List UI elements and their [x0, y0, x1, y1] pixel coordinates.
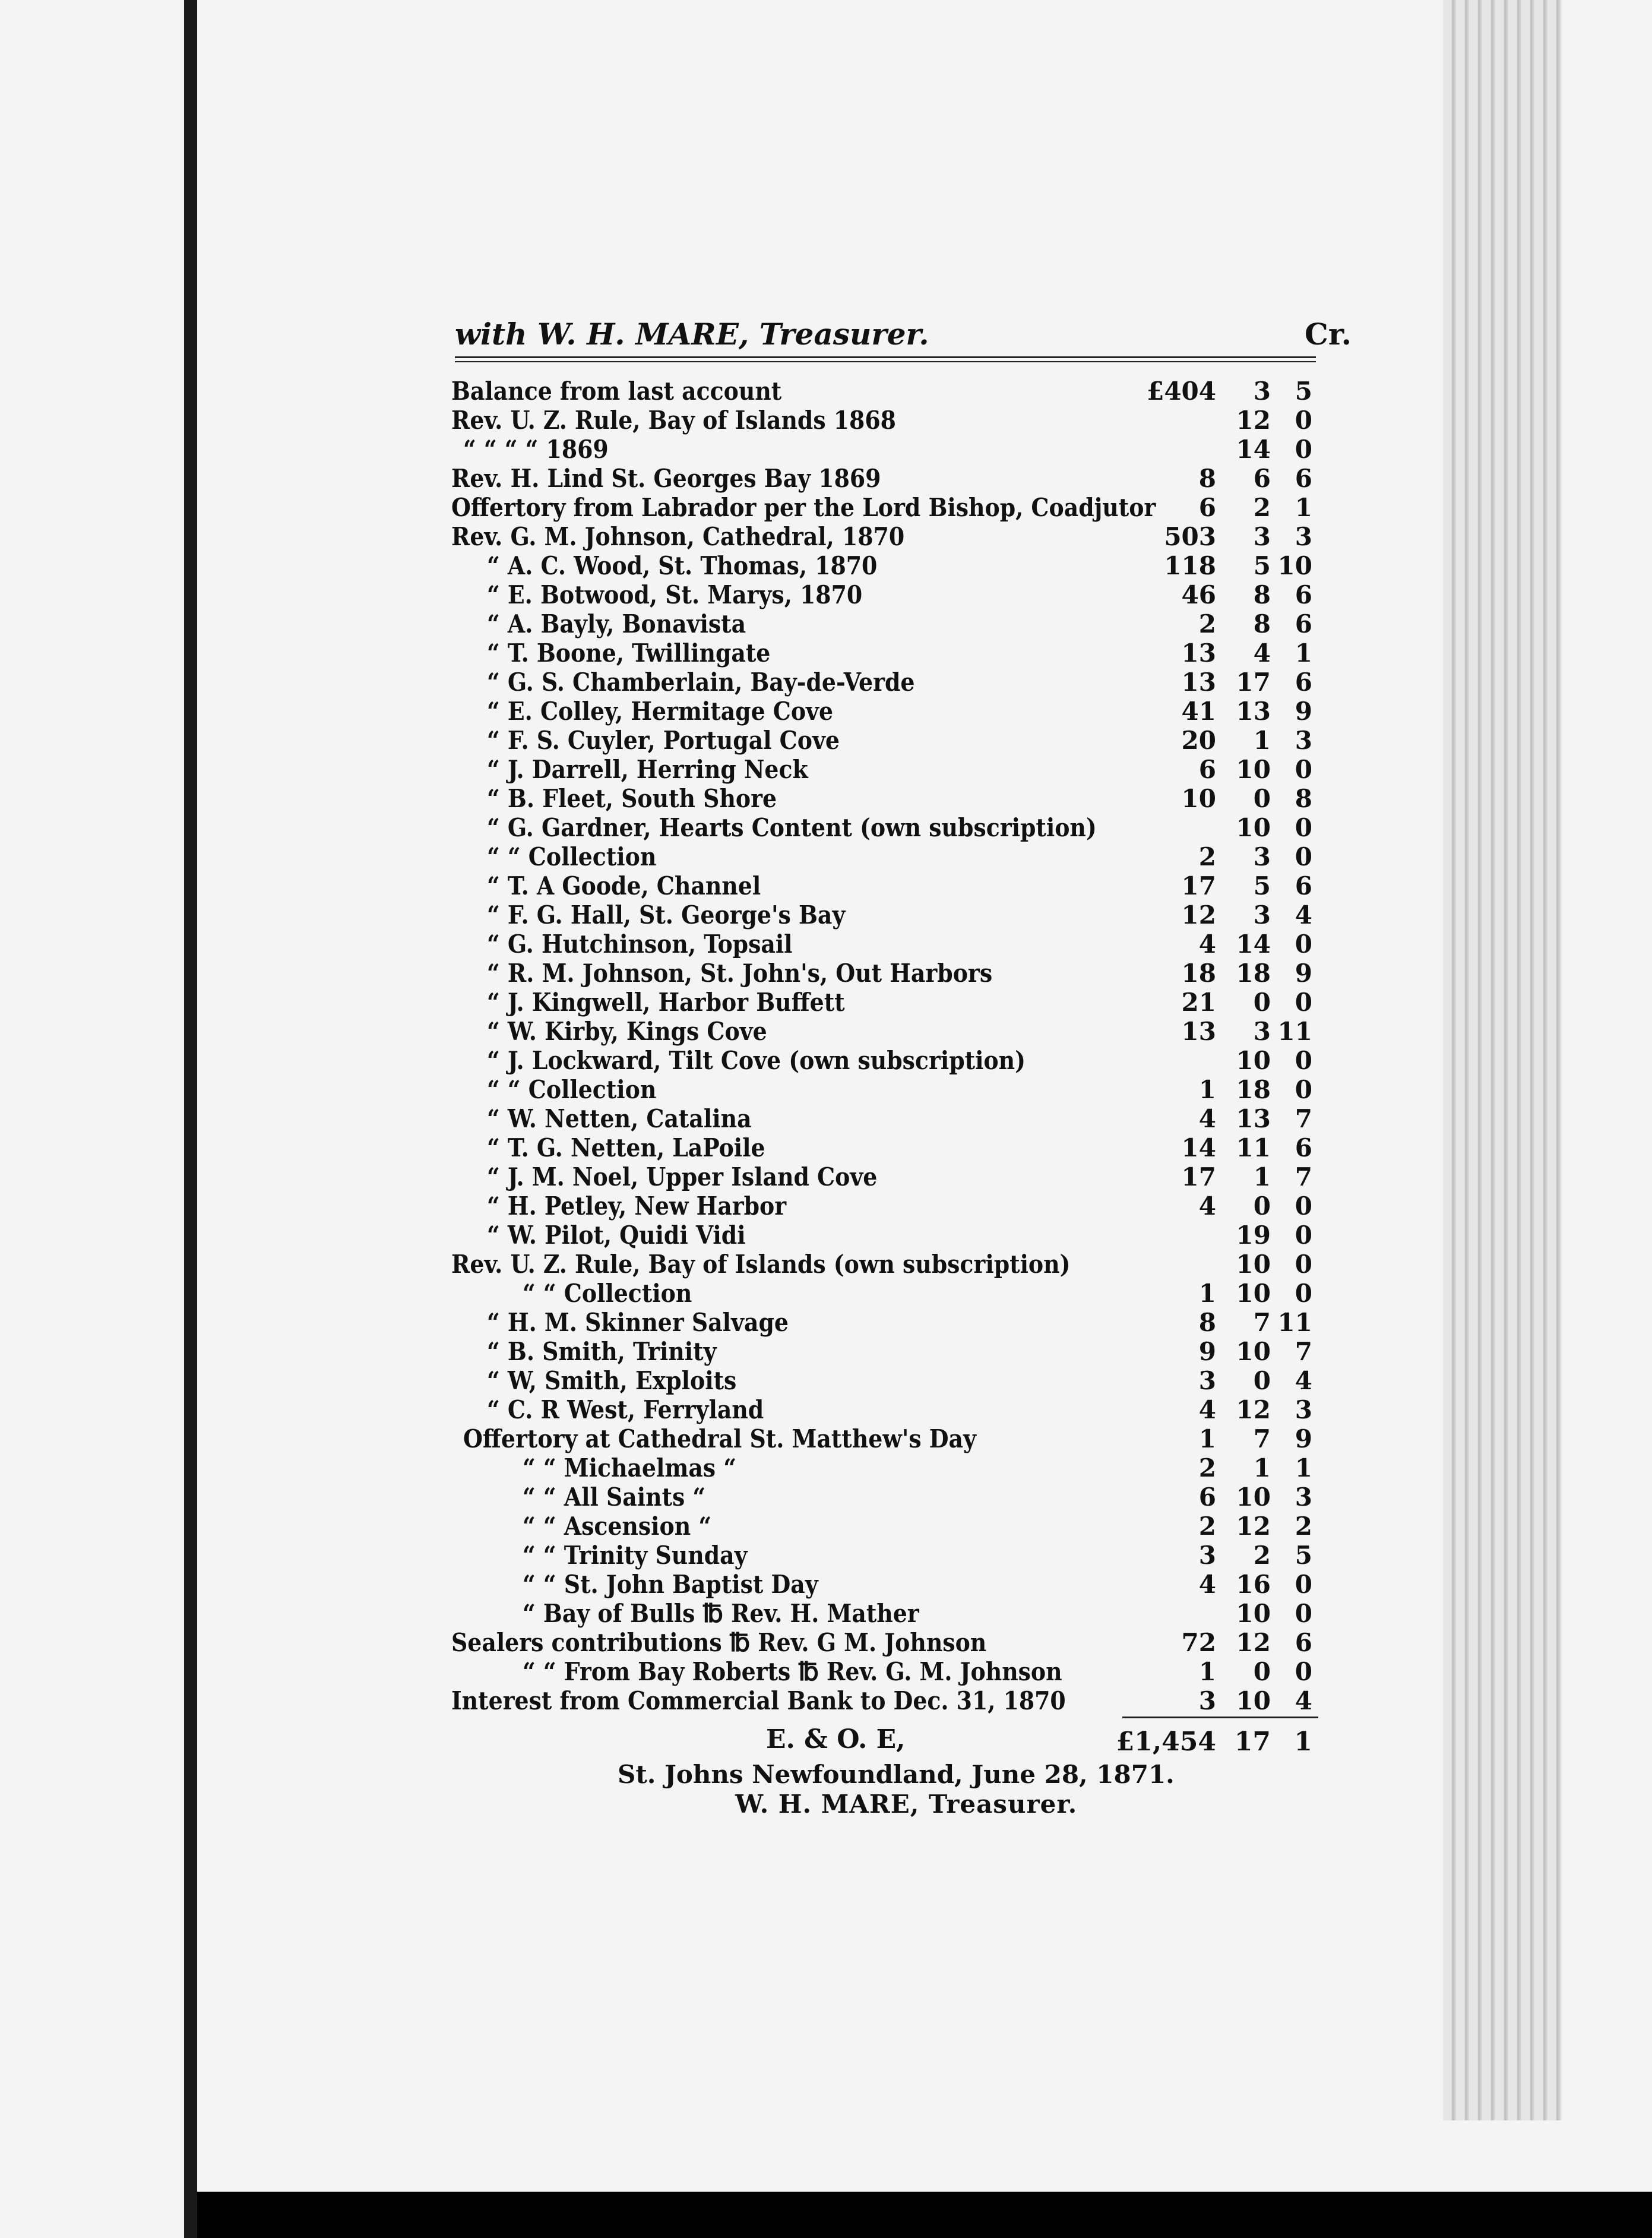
entry-pence: 7: [1295, 1162, 1312, 1191]
account-header: [455, 306, 1352, 359]
ledger-row: [451, 1655, 1312, 1684]
page-stack-edges: [1443, 0, 1562, 2120]
ledger-row: [451, 811, 1312, 840]
entry-shillings: 17: [1236, 668, 1271, 697]
entry-description: “ F. G. Hall, St. George's Bay: [487, 900, 846, 930]
entry-description: “ “ Trinity Sunday: [523, 1541, 748, 1570]
ledger-row: [451, 694, 1312, 726]
entry-pence: 0: [1295, 1657, 1312, 1686]
entry-description: “ J. Darrell, Herring Neck: [487, 755, 808, 784]
entry-shillings: 8: [1253, 580, 1271, 609]
entry-shillings: 1: [1253, 1453, 1271, 1482]
entry-description: “ “ All Saints “: [523, 1482, 706, 1512]
entry-shillings: 0: [1253, 1191, 1271, 1221]
entry-pence: 3: [1295, 1395, 1312, 1424]
entry-pounds: 17: [1181, 871, 1216, 900]
entry-shillings: 12: [1236, 1628, 1271, 1657]
ledger-row: [451, 1102, 1312, 1131]
entry-shillings: 5: [1253, 871, 1271, 900]
entry-pence: 0: [1295, 842, 1312, 871]
entry-pounds: 2: [1198, 842, 1216, 871]
entry-shillings: 0: [1253, 1657, 1271, 1686]
ledger-row: [451, 985, 1312, 1017]
entry-description: Interest from Commercial Bank to Dec. 31, 1870: [451, 1686, 1066, 1715]
entry-pounds: 14: [1181, 1133, 1216, 1162]
entry-description: Offertory at Cathedral St. Matthew's Day: [463, 1424, 976, 1453]
entry-description: “ G. S. Chamberlain, Bay-de-Verde: [487, 668, 915, 697]
credit-mark: Cr.: [1305, 317, 1352, 352]
entry-shillings: 19: [1236, 1221, 1271, 1250]
ledger-row: [451, 665, 1312, 697]
entry-pence: 0: [1295, 1075, 1312, 1104]
entry-pounds: £404: [1147, 377, 1216, 406]
entry-description: “ T. A Goode, Channel: [487, 871, 761, 900]
ledger-row: [451, 1567, 1312, 1597]
ledger-row: [451, 1684, 1312, 1713]
total-row: [451, 1724, 1312, 1755]
entry-description: Balance from last account: [451, 377, 782, 406]
entry-pounds: 10: [1181, 784, 1216, 813]
entry-description: “ H. Petley, New Harbor: [487, 1191, 787, 1221]
entry-pounds: 118: [1164, 551, 1216, 580]
entry-pence: 10: [1277, 551, 1312, 580]
ledger-row: [451, 1451, 1312, 1480]
ledger-row: [451, 1218, 1312, 1250]
entry-shillings: 8: [1253, 609, 1271, 638]
entry-pounds: 4: [1198, 930, 1216, 959]
header-title: with W. H. MARE, Treasurer.: [455, 317, 929, 352]
entry-description: Sealers contributions ℔ Rev. G M. Johnson: [451, 1628, 987, 1657]
entry-pence: 6: [1295, 464, 1312, 493]
entry-pounds: 503: [1164, 522, 1216, 551]
entry-pounds: 41: [1181, 697, 1216, 726]
entry-shillings: 10: [1236, 755, 1271, 784]
entry-pounds: 4: [1198, 1570, 1216, 1599]
ledger-row: [451, 1044, 1312, 1073]
entry-pounds: 1: [1198, 1279, 1216, 1308]
entry-pence: 0: [1295, 1279, 1312, 1308]
entry-pence: 8: [1295, 784, 1312, 813]
ledger-row: [451, 1131, 1312, 1160]
entry-pounds: 4: [1198, 1395, 1216, 1424]
entry-shillings: 1: [1253, 1162, 1271, 1191]
entry-pence: 0: [1295, 406, 1312, 435]
entry-pounds: 6: [1198, 493, 1216, 522]
ledger-row: [451, 374, 1312, 406]
entry-description: “ W. Kirby, Kings Cove: [487, 1017, 767, 1046]
entry-pounds: 20: [1181, 726, 1216, 755]
entry-description: “ J. M. Noel, Upper Island Cove: [487, 1162, 878, 1191]
entry-pounds: 13: [1181, 1017, 1216, 1046]
entry-pounds: 17: [1181, 1162, 1216, 1191]
entry-shillings: 1: [1253, 726, 1271, 755]
entry-description: “ “ Michaelmas “: [523, 1453, 736, 1482]
entry-pence: 0: [1295, 1570, 1312, 1599]
entry-pounds: 1: [1198, 1075, 1216, 1104]
entry-pounds: 4: [1198, 1104, 1216, 1133]
ledger-row: [451, 723, 1312, 753]
ledger-table: [451, 374, 1312, 1713]
entry-description: “ “ Collection: [487, 1075, 657, 1104]
entry-shillings: 12: [1236, 1395, 1271, 1424]
entry-pence: 0: [1295, 755, 1312, 784]
ledger-row: [451, 578, 1312, 607]
entry-pounds: 8: [1198, 1308, 1216, 1337]
entry-description: “ “ From Bay Roberts ℔ Rev. G. M. Johnson: [523, 1657, 1062, 1686]
entry-shillings: 4: [1253, 638, 1271, 668]
ledger-row: [451, 607, 1312, 636]
entry-pence: 7: [1295, 1337, 1312, 1366]
signature: W. H. MARE, Treasurer.: [735, 1790, 1078, 1819]
entry-shillings: 5: [1253, 551, 1271, 580]
entry-description: “ W. Pilot, Quidi Vidi: [487, 1221, 746, 1250]
entry-pence: 0: [1295, 1221, 1312, 1250]
entry-shillings: 16: [1236, 1570, 1271, 1599]
entry-description: “ “ Collection: [523, 1279, 692, 1308]
entry-description: Offertory from Labrador per the Lord Bishop, Coadjutor: [451, 493, 1156, 522]
entry-shillings: 3: [1253, 377, 1271, 406]
entry-pounds: 2: [1198, 609, 1216, 638]
entry-shillings: 10: [1236, 813, 1271, 842]
ledger-row: [451, 1480, 1312, 1512]
entry-description: Rev. U. Z. Rule, Bay of Islands (own subscription): [451, 1250, 1071, 1279]
total-pence: 1: [1294, 1727, 1312, 1757]
entry-pence: 6: [1295, 609, 1312, 638]
entry-pence: 6: [1295, 1628, 1312, 1657]
ledger-row: [451, 636, 1312, 668]
entry-pounds: 1: [1198, 1424, 1216, 1453]
entry-description: “ W. Netten, Catalina: [487, 1104, 752, 1133]
entry-pence: 3: [1295, 1482, 1312, 1512]
entry-description: “ T. G. Netten, LaPoile: [487, 1133, 765, 1162]
entry-description: “ B. Smith, Trinity: [487, 1337, 717, 1366]
ledger-row: [451, 1364, 1312, 1393]
entry-shillings: 10: [1236, 1686, 1271, 1715]
entry-pence: 2: [1295, 1512, 1312, 1541]
entry-shillings: 2: [1253, 1541, 1271, 1570]
entry-shillings: 18: [1236, 1075, 1271, 1104]
header-rule: [455, 356, 1316, 362]
ledger-row: [451, 1597, 1312, 1626]
ledger-row: [451, 869, 1312, 898]
entry-description: “ Bay of Bulls ℔ Rev. H. Mather: [523, 1599, 919, 1628]
ledger-row: [451, 1393, 1312, 1422]
entry-description: “ B. Fleet, South Shore: [487, 784, 777, 813]
entry-pence: 6: [1295, 871, 1312, 900]
entry-pounds: 3: [1198, 1541, 1216, 1570]
entry-description: “ J. Lockward, Tilt Cove (own subscription): [487, 1046, 1026, 1075]
entry-pence: 9: [1295, 697, 1312, 726]
entry-pounds: 1: [1198, 1657, 1216, 1686]
entry-pence: 6: [1295, 1133, 1312, 1162]
total-rule: [1122, 1717, 1318, 1718]
entry-pence: 5: [1295, 377, 1312, 406]
ledger-row: [451, 1509, 1312, 1541]
entry-shillings: 11: [1236, 1133, 1271, 1162]
scan-border: [197, 2192, 1563, 2238]
entry-shillings: 6: [1253, 464, 1271, 493]
entry-description: “ “ Collection: [487, 842, 657, 871]
entry-shillings: 3: [1253, 1017, 1271, 1046]
entry-pounds: 3: [1198, 1686, 1216, 1715]
ledger-row: [451, 753, 1312, 782]
entry-description: Rev. H. Lind St. Georges Bay 1869: [451, 464, 881, 493]
entry-pence: 0: [1295, 813, 1312, 842]
ledger-row: [451, 1160, 1312, 1189]
entry-pounds: 3: [1198, 1366, 1216, 1395]
entry-pounds: 18: [1181, 959, 1216, 988]
entry-shillings: 0: [1253, 988, 1271, 1017]
entry-description: Rev. G. M. Johnson, Cathedral, 1870: [451, 522, 905, 551]
entry-pounds: 46: [1181, 580, 1216, 609]
entry-description: “ A. C. Wood, St. Thomas, 1870: [487, 551, 878, 580]
entry-pence: 11: [1277, 1017, 1312, 1046]
entry-pounds: 13: [1181, 638, 1216, 668]
entry-pence: 0: [1295, 988, 1312, 1017]
entry-pence: 1: [1295, 638, 1312, 668]
entry-pounds: 6: [1198, 755, 1216, 784]
entry-pence: 6: [1295, 668, 1312, 697]
entry-pence: 5: [1295, 1541, 1312, 1570]
entry-pounds: 13: [1181, 668, 1216, 697]
ledger-row: [451, 461, 1312, 491]
entry-pence: 0: [1295, 1250, 1312, 1279]
entry-shillings: 10: [1236, 1250, 1271, 1279]
entry-shillings: 13: [1236, 1104, 1271, 1133]
entry-description: “ F. S. Cuyler, Portugal Cove: [487, 726, 840, 755]
entry-pence: 9: [1295, 1424, 1312, 1453]
place-date: St. Johns Newfoundland, June 28, 1871.: [618, 1760, 1175, 1789]
entry-pence: 0: [1295, 435, 1312, 464]
entry-pounds: 8: [1198, 464, 1216, 493]
entry-shillings: 10: [1236, 1046, 1271, 1075]
entry-shillings: 0: [1253, 1366, 1271, 1395]
entry-pounds: 2: [1198, 1512, 1216, 1541]
entry-shillings: 14: [1236, 930, 1271, 959]
entry-pence: 4: [1295, 1686, 1312, 1715]
entry-description: “ E. Colley, Hermitage Cove: [487, 697, 834, 726]
ledger-row: [451, 1626, 1312, 1655]
entry-description: “ J. Kingwell, Harbor Buffett: [487, 988, 845, 1017]
entry-pence: 0: [1295, 1599, 1312, 1628]
entry-pounds: 4: [1198, 1191, 1216, 1221]
entry-pence: 1: [1295, 493, 1312, 522]
ledger-row: [451, 782, 1312, 811]
entry-shillings: 0: [1253, 784, 1271, 813]
entry-shillings: 2: [1253, 493, 1271, 522]
total-shillings: 17: [1234, 1727, 1271, 1757]
entry-pence: 11: [1277, 1308, 1312, 1337]
entry-description: “ W, Smith, Exploits: [487, 1366, 737, 1395]
entry-pounds: 72: [1181, 1628, 1216, 1657]
entry-shillings: 18: [1236, 959, 1271, 988]
entry-description: “ “ Ascension “: [523, 1512, 712, 1541]
entry-shillings: 10: [1236, 1279, 1271, 1308]
total-pounds: £1,454: [1116, 1727, 1216, 1757]
entry-pence: 6: [1295, 580, 1312, 609]
ledger-row: [451, 1276, 1312, 1306]
entry-shillings: 10: [1236, 1482, 1271, 1512]
entry-description: “ H. M. Skinner Salvage: [487, 1308, 789, 1337]
entry-pence: 0: [1295, 1046, 1312, 1075]
entry-description: “ “ “ “ 1869: [463, 435, 609, 464]
entry-shillings: 12: [1236, 406, 1271, 435]
entry-shillings: 14: [1236, 435, 1271, 464]
entry-pence: 7: [1295, 1104, 1312, 1133]
entry-pence: 0: [1295, 1191, 1312, 1221]
ledger-row: [451, 432, 1312, 464]
entry-pounds: 2: [1198, 1453, 1216, 1482]
book-gutter: [184, 0, 197, 2238]
entry-description: “ G. Gardner, Hearts Content (own subscription): [487, 813, 1097, 842]
entry-description: “ R. M. Johnson, St. John's, Out Harbors: [487, 959, 993, 988]
ledger-row: [451, 1306, 1312, 1335]
ledger-row: [451, 549, 1312, 578]
entry-shillings: 12: [1236, 1512, 1271, 1541]
entry-pence: 3: [1295, 726, 1312, 755]
entry-description: “ C. R West, Ferryland: [487, 1395, 764, 1424]
eoe-label: E. & O. E,: [766, 1724, 906, 1755]
entry-description: “ G. Hutchinson, Topsail: [487, 930, 793, 959]
ledger-row: [451, 403, 1312, 435]
entry-pounds: 21: [1181, 988, 1216, 1017]
ledger-row: [451, 1247, 1312, 1279]
ledger-row: [451, 1073, 1312, 1102]
entry-pence: 0: [1295, 930, 1312, 959]
entry-shillings: 7: [1253, 1308, 1271, 1337]
entry-pence: 1: [1295, 1453, 1312, 1482]
entry-shillings: 3: [1253, 842, 1271, 871]
entry-pence: 4: [1295, 1366, 1312, 1395]
entry-description: Rev. U. Z. Rule, Bay of Islands 1868: [451, 406, 896, 435]
entry-pounds: 12: [1181, 900, 1216, 930]
ledger-row: [451, 1189, 1312, 1221]
ledger-row: [451, 1538, 1312, 1570]
entry-pence: 3: [1295, 522, 1312, 551]
ledger-row: [451, 898, 1312, 930]
entry-description: “ E. Botwood, St. Marys, 1870: [487, 580, 863, 609]
entry-shillings: 3: [1253, 522, 1271, 551]
entry-shillings: 10: [1236, 1599, 1271, 1628]
entry-pence: 4: [1295, 900, 1312, 930]
entry-shillings: 7: [1253, 1424, 1271, 1453]
entry-shillings: 13: [1236, 697, 1271, 726]
ledger-row: [451, 840, 1312, 869]
ledger-row: [451, 927, 1312, 959]
entry-description: “ “ St. John Baptist Day: [523, 1570, 818, 1599]
ledger-row: [451, 1335, 1312, 1364]
entry-shillings: 3: [1253, 900, 1271, 930]
ledger-row: [451, 491, 1312, 520]
ledger-row: [451, 520, 1312, 549]
facing-page-edge: [0, 0, 184, 2238]
ledger-row: [451, 1014, 1312, 1044]
entry-pounds: 9: [1198, 1337, 1216, 1366]
ledger-row: [451, 1422, 1312, 1451]
entry-description: “ A. Bayly, Bonavista: [487, 609, 746, 638]
entry-shillings: 10: [1236, 1337, 1271, 1366]
entry-pounds: 6: [1198, 1482, 1216, 1512]
entry-description: “ T. Boone, Twillingate: [487, 638, 771, 668]
ledger-row: [451, 956, 1312, 988]
entry-pence: 9: [1295, 959, 1312, 988]
